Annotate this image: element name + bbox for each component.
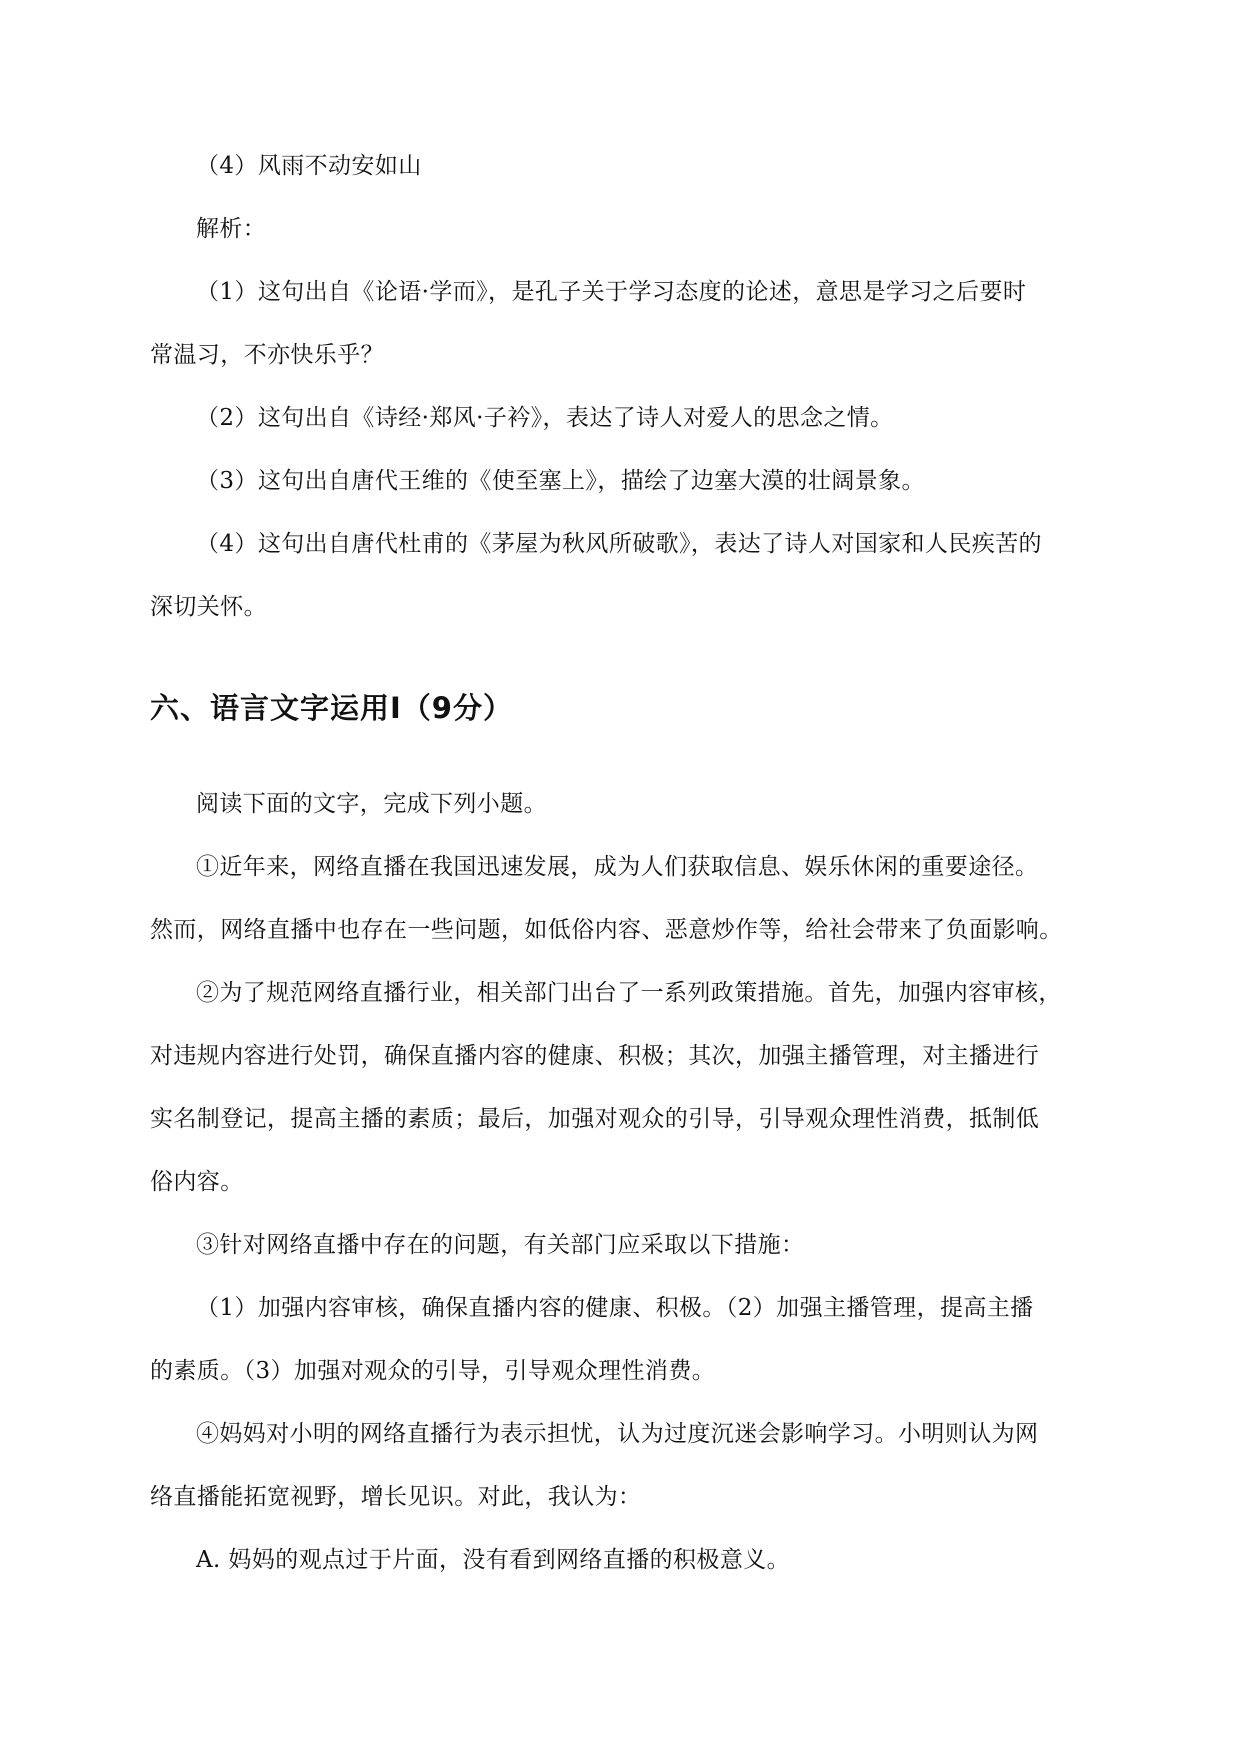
analysis-4-line-1: （4）这句出自唐代杜甫的《茅屋为秋风所破歌》，表达了诗人对国家和人民疾苦的 bbox=[196, 531, 1042, 557]
paragraph-1-line-1: ①近年来，网络直播在我国迅速发展，成为人们获取信息、娱乐休闲的重要途径。 bbox=[196, 854, 1039, 880]
paragraph-2-line-1: ②为了规范网络直播行业，相关部门出台了一系列政策措施。首先，加强内容审核， bbox=[196, 980, 1062, 1006]
measures-line-2: 的素质。（3）加强对观众的引导，引导观众理性消费。 bbox=[150, 1358, 716, 1384]
section-heading: 六、语言文字运用Ⅰ（9分） bbox=[150, 691, 513, 725]
paragraph-3: ③针对网络直播中存在的问题，有关部门应采取以下措施： bbox=[196, 1232, 805, 1258]
paragraph-2-line-3: 实名制登记，提高主播的素质；最后，加强对观众的引导，引导观众理性消费，抵制低 bbox=[150, 1106, 1040, 1132]
paragraph-2-line-4: 俗内容。 bbox=[150, 1169, 244, 1195]
paragraph-4-line-2: 络直播能拓宽视野，增长见识。对此，我认为： bbox=[150, 1484, 642, 1510]
analysis-3: （3）这句出自唐代王维的《使至塞上》，描绘了边塞大漠的壮阔景象。 bbox=[196, 468, 925, 494]
instruction: 阅读下面的文字，完成下列小题。 bbox=[196, 791, 547, 817]
measures-line-1: （1）加强内容审核，确保直播内容的健康、积极。（2）加强主播管理，提高主播 bbox=[196, 1295, 1034, 1321]
option-a: A. 妈妈的观点过于片面，没有看到网络直播的积极意义。 bbox=[196, 1547, 791, 1573]
paragraph-1-line-2: 然而，网络直播中也存在一些问题，如低俗内容、恶意炒作等，给社会带来了负面影响。 bbox=[150, 917, 1063, 943]
analysis-2: （2）这句出自《诗经·郑风·子衿》，表达了诗人对爱人的思念之情。 bbox=[196, 405, 894, 431]
analysis-1-line-2: 常温习，不亦快乐乎？ bbox=[150, 342, 384, 368]
paragraph-4-line-1: ④妈妈对小明的网络直播行为表示担忧，认为过度沉迷会影响学习。小明则认为网 bbox=[196, 1421, 1039, 1447]
paragraph-2-line-2: 对违规内容进行处罚，确保直播内容的健康、积极；其次，加强主播管理，对主播进行 bbox=[150, 1043, 1040, 1069]
analysis-1-line-1: （1）这句出自《论语·学而》，是孔子关于学习态度的论述，意思是学习之后要时 bbox=[196, 279, 1027, 305]
analysis-label: 解析： bbox=[196, 216, 267, 242]
analysis-4-line-2: 深切关怀。 bbox=[150, 594, 267, 620]
answer-line-4: （4）风雨不动安如山 bbox=[196, 153, 422, 179]
